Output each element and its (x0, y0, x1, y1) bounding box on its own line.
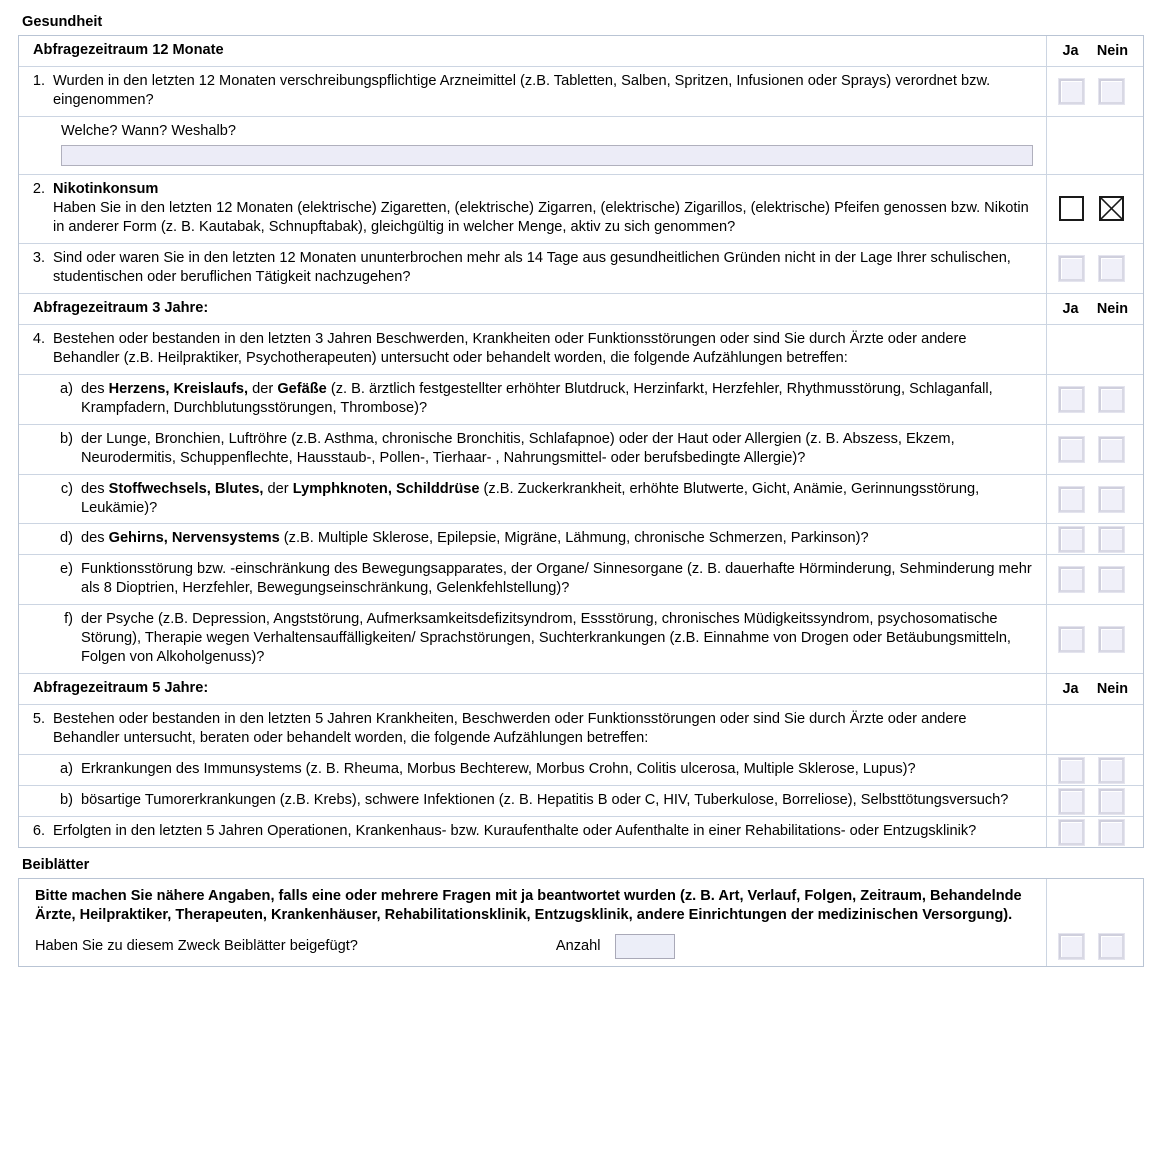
question-4b-nein-checkbox[interactable] (1099, 437, 1124, 462)
question-1-nein-slot (1090, 79, 1134, 104)
question-3-nein-checkbox[interactable] (1099, 256, 1124, 281)
question-1-text-cell (19, 67, 1046, 116)
question-row-4e (19, 555, 1143, 605)
question-2-answers (1046, 175, 1143, 243)
question-2-ja-slot (1057, 196, 1087, 221)
question-row-4c (19, 475, 1143, 525)
checkmark-x-icon (1100, 197, 1123, 220)
question-4c-ja-slot (1057, 487, 1087, 512)
beiblaetter-ja-checkbox[interactable] (1059, 934, 1084, 959)
question-4c-nein-slot (1090, 487, 1134, 512)
question-4c-text-cell (19, 475, 1046, 524)
question-4e-ja-checkbox[interactable] (1059, 567, 1084, 592)
question-5b-ja-slot (1057, 789, 1087, 814)
question-4e-nein-slot (1090, 567, 1134, 592)
question-2-nein-slot (1090, 196, 1134, 221)
question-row-4b (19, 425, 1143, 475)
question-1-detail-answers (1046, 117, 1143, 174)
question-1-detail-input[interactable] (61, 145, 1033, 166)
column-header-nein-2: Nein (1096, 300, 1129, 317)
beiblaetter-answers (1046, 879, 1143, 966)
question-4c-text: des Stoffwechsels, Blutes, der Lymphknoten, Schilddrüse (z.B. Zuckerkrankheit, erhöhte Blutwerte, Gicht, Anämie, Gerinnungsstörung, Leukämie)? (81, 480, 980, 516)
column-header-ja-3: Ja (1062, 681, 1079, 698)
question-1-text: Wurden in den letzten 12 Monaten verschreibungspflichtige Arzneimittel (z.B. Tabletten, Salben, Spritzen, Infusionen oder Sprays) verordnet bzw. eingenommen? (53, 73, 991, 108)
question-4f-marker: f) (64, 611, 73, 628)
question-4-number: 4. (32, 330, 45, 347)
question-1-nein-checkbox[interactable] (1099, 79, 1124, 104)
question-1-detail-label: Welche? Wann? Weshalb? (61, 122, 236, 139)
question-2-text: Haben Sie in den letzten 12 Monaten (elektrische) Zigaretten, (elektrische) Zigarren, (elektrische) Zigarillos, (elektrische) Pfeifen genossen bzw. Nikotin in anderer Form (z. B. Kautabak, Schnupftabak), gleichgültig in welcher Menge, aktiv zu sich genommen? (53, 199, 1029, 235)
question-6-nein-slot (1090, 820, 1134, 845)
question-2-text-cell (19, 175, 1046, 243)
question-1-answers (1046, 67, 1143, 116)
question-2-ja-checkbox[interactable] (1059, 196, 1084, 221)
question-row-1 (19, 67, 1143, 117)
question-1-detail-cell (19, 117, 1046, 174)
question-row-4f (19, 605, 1143, 674)
question-4d-text-cell (19, 524, 1046, 554)
question-4d-ja-checkbox[interactable] (1059, 527, 1084, 552)
question-4e-text: Funktionsstörung bzw. -einschränkung des Bewegungsapparates, der Organe/ Sinnesorgane (z. B. dauerhafte Hörminderung, Sehminderung mehr als 8 Dioptrien, Herzfehler, Bewegungseinschränkung, Gelenkfehlstellung)? (81, 561, 1032, 597)
question-6-answers (1046, 817, 1143, 847)
question-row-4a (19, 375, 1143, 425)
question-4d-marker: d) (60, 530, 73, 547)
question-6-nein-checkbox[interactable] (1099, 820, 1124, 845)
period-label-3-years: Abfragezeitraum 3 Jahre: (33, 299, 209, 316)
question-4e-answers (1046, 555, 1143, 604)
beiblaetter-row (19, 879, 1143, 966)
question-3-text: Sind oder waren Sie in den letzten 12 Monaten ununterbrochen mehr als 14 Tage aus gesundheitlichen Gründen nicht in der Lage Ihrer schulischen, studentischen oder beruflichen Tätigkeit nachzugehen? (53, 249, 1011, 285)
question-5-text: Bestehen oder bestanden in den letzten 5 Jahren Krankheiten, Beschwerden oder Funktionsstörungen oder sind Sie durch Ärzte oder andere Behandler untersucht, beraten oder behandelt worden, die folgende Aufzählungen betreffen: (53, 711, 967, 747)
question-3-ja-checkbox[interactable] (1059, 256, 1084, 281)
beiblaetter-question: Haben Sie zu diesem Zweck Beiblätter beigefügt? (35, 938, 358, 955)
period-header-5-years (19, 674, 1143, 705)
question-3-number: 3. (32, 249, 45, 266)
answer-column-header-2 (1046, 294, 1143, 324)
question-4e-marker: e) (60, 561, 73, 578)
question-4e-ja-slot (1057, 567, 1087, 592)
column-header-ja-2: Ja (1062, 300, 1079, 317)
question-row-4d (19, 524, 1143, 555)
column-header-ja: Ja (1062, 43, 1079, 60)
column-header-nein: Nein (1096, 43, 1129, 60)
question-5b-nein-slot (1090, 789, 1134, 814)
answer-column-header-3 (1046, 674, 1143, 704)
beiblaetter-nein-slot (1090, 934, 1134, 959)
question-4c-answers (1046, 475, 1143, 524)
question-4d-nein-checkbox[interactable] (1099, 527, 1124, 552)
question-5a-ja-slot (1057, 758, 1087, 783)
question-5a-answers (1046, 755, 1143, 785)
question-4c-nein-checkbox[interactable] (1099, 487, 1124, 512)
beiblaetter-ja-slot (1057, 934, 1087, 959)
question-4a-nein-slot (1090, 387, 1134, 412)
question-1-detail-row (19, 117, 1143, 175)
question-4a-ja-checkbox[interactable] (1059, 387, 1084, 412)
question-4d-text: des Gehirns, Nervensystems (z.B. Multiple Sklerose, Epilepsie, Migräne, Lähmung, chronische Schmerzen, Parkinson)? (81, 530, 869, 547)
question-6-ja-slot (1057, 820, 1087, 845)
question-5-number: 5. (32, 711, 45, 728)
question-row-3 (19, 244, 1143, 294)
question-4d-ja-slot (1057, 527, 1087, 552)
question-row-5-intro (19, 705, 1143, 755)
question-5b-ja-checkbox[interactable] (1059, 789, 1084, 814)
question-4f-ja-slot (1057, 627, 1087, 652)
question-4f-nein-checkbox[interactable] (1099, 627, 1124, 652)
question-5b-answers (1046, 786, 1143, 816)
question-4c-ja-checkbox[interactable] (1059, 487, 1084, 512)
question-5a-ja-checkbox[interactable] (1059, 758, 1084, 783)
question-2-number: 2. (32, 180, 45, 197)
question-4f-nein-slot (1090, 627, 1134, 652)
question-2-title: Nikotinkonsum (53, 180, 159, 197)
beiblaetter-table (18, 878, 1144, 967)
question-4-text-cell (19, 325, 1046, 374)
period-header-12-months (19, 36, 1143, 67)
question-2-nein-checkbox[interactable] (1099, 196, 1124, 221)
question-4b-ja-checkbox[interactable] (1059, 437, 1084, 462)
section-caption-health: Gesundheit (22, 14, 103, 30)
question-6-number: 6. (32, 823, 45, 840)
question-5a-marker: a) (60, 761, 73, 778)
question-2-body (53, 180, 1036, 237)
beiblaetter-content (19, 879, 1046, 966)
question-6-text: Erfolgten in den letzten 5 Jahren Operationen, Krankenhaus- bzw. Kuraufenthalte oder Aufenthalte in einer Rehabilitations- oder Entzugsklinik? (53, 823, 977, 840)
question-4-text: Bestehen oder bestanden in den letzten 3 Jahren Beschwerden, Krankheiten oder Funktionsstörungen oder sind Sie durch Ärzte oder andere Behandler (z.B. Heilpraktiker, Psychotherapeuten) untersucht oder behandelt worden, die folgende Aufzählungen betreffen: (53, 330, 967, 366)
question-1-ja-checkbox[interactable] (1059, 79, 1084, 104)
question-5a-nein-checkbox[interactable] (1099, 758, 1124, 783)
anzahl-label: Anzahl (555, 938, 601, 955)
question-4f-answers (1046, 605, 1143, 673)
question-4f-text: der Psyche (z.B. Depression, Angststörung, Aufmerksamkeitsdefizitsyndrom, Essstörung, chronisches Müdigkeitssyndrom, psychosomatische Störung), Therapie wegen Verhaltensauffälligkeiten/ Sprachstörungen, Suchterkrankungen (z.B. Einnahme von Drogen oder Betäubungsmitteln, Folgen von Alkoholgenuss)? (81, 611, 1011, 666)
period-header-3-years (19, 294, 1143, 325)
period-label-5-years: Abfragezeitraum 5 Jahre: (33, 680, 209, 697)
question-4f-ja-checkbox[interactable] (1059, 627, 1084, 652)
question-row-6 (19, 817, 1143, 847)
question-4f-text-cell (19, 605, 1046, 673)
question-5b-text-cell (19, 786, 1046, 816)
question-4-intro-answers (1046, 325, 1143, 374)
anzahl-input[interactable] (615, 934, 675, 959)
beiblaetter-question-row (35, 934, 1036, 959)
question-row-2 (19, 175, 1143, 244)
question-1-number: 1. (32, 73, 45, 90)
question-5a-text-cell (19, 755, 1046, 785)
question-3-text-cell (19, 244, 1046, 293)
question-4d-answers (1046, 524, 1143, 554)
answer-column-header (1046, 36, 1143, 66)
question-row-5a (19, 755, 1143, 786)
question-4a-ja-slot (1057, 387, 1087, 412)
question-4e-text-cell (19, 555, 1046, 604)
health-questions-table (18, 35, 1144, 848)
question-6-text-cell (19, 817, 1046, 847)
question-5a-text: Erkrankungen des Immunsystems (z. B. Rheuma, Morbus Bechterew, Morbus Crohn, Colitis ulcerosa, Multiple Sklerose, Lupus)? (81, 761, 916, 778)
question-row-4-intro (19, 325, 1143, 375)
question-4c-marker: c) (60, 480, 73, 497)
question-4a-text-cell (19, 375, 1046, 424)
question-4b-text-cell (19, 425, 1046, 474)
question-5b-marker: b) (60, 792, 73, 809)
period-label: Abfragezeitraum 12 Monate (33, 42, 224, 59)
beiblaetter-notice: Bitte machen Sie nähere Angaben, falls eine oder mehrere Fragen mit ja beantwortet wurden (z. B. Art, Verlauf, Folgen, Zeitraum, Behandelnde Ärzte, Heilpraktiker, Therapeuten, Krankenhäuser, Rehabilitationsklinik, Entzugsklinik, andere Einrichtungen der medizinischen Versorgung). (35, 888, 1022, 924)
question-4b-ja-slot (1057, 437, 1087, 462)
beiblaetter-nein-checkbox[interactable] (1099, 934, 1124, 959)
question-6-ja-checkbox[interactable] (1059, 820, 1084, 845)
question-4d-nein-slot (1090, 527, 1134, 552)
question-5b-text: bösartige Tumorerkrankungen (z.B. Krebs), schwere Infektionen (z. B. Hepatitis B oder C, HIV, Tuberkulose, Borreliose), Selbsttötungsversuch? (81, 792, 1009, 809)
question-4b-nein-slot (1090, 437, 1134, 462)
question-4b-text: der Lunge, Bronchien, Luftröhre (z.B. Asthma, chronische Bronchitis, Schlafapnoe) oder der Haut oder Allergien (z. B. Abszess, Ekzem, Neurodermitis, Schuppenflechte, Hausstaub-, Pollen-, Tierhaar- , Nahrungsmittel- oder berufsbedingte Allergie)? (81, 430, 955, 466)
question-4b-answers (1046, 425, 1143, 474)
question-5-intro-answers (1046, 705, 1143, 754)
question-4a-answers (1046, 375, 1143, 424)
question-row-5b (19, 786, 1143, 817)
question-1-ja-slot (1057, 79, 1087, 104)
question-4b-marker: b) (60, 430, 73, 447)
question-4a-nein-checkbox[interactable] (1099, 387, 1124, 412)
question-5b-nein-checkbox[interactable] (1099, 789, 1124, 814)
question-3-answers (1046, 244, 1143, 293)
question-4e-nein-checkbox[interactable] (1099, 567, 1124, 592)
question-5a-nein-slot (1090, 758, 1134, 783)
section-caption-beiblaetter: Beiblätter (22, 857, 90, 874)
question-3-ja-slot (1057, 256, 1087, 281)
question-4a-text: des Herzens, Kreislaufs, der Gefäße (z. B. ärztlich festgestellter erhöhter Blutdruck, Herzinfarkt, Herzfehler, Rhythmusstörung, Schlaganfall, Krampfadern, Durchblutungsstörungen, Thrombose)? (81, 380, 993, 416)
question-3-nein-slot (1090, 256, 1134, 281)
question-4a-marker: a) (60, 380, 73, 397)
question-5-text-cell (19, 705, 1046, 754)
column-header-nein-3: Nein (1096, 681, 1129, 698)
